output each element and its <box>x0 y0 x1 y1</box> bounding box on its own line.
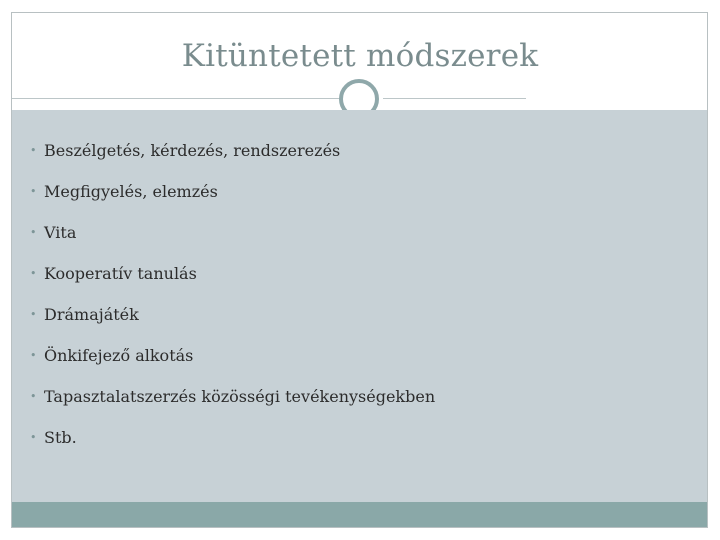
bullet-text: Tapasztalatszerzés közösségi tevékenységekben <box>44 387 436 406</box>
bullet-dot-icon: • <box>30 308 37 321</box>
footer-bar <box>12 502 707 527</box>
bullet-list <box>30 130 435 458</box>
header-divider-right <box>383 98 526 99</box>
bullet-text: Kooperatív tanulás <box>44 264 197 283</box>
bullet-dot-icon: • <box>30 267 37 280</box>
bullet-item <box>30 130 435 171</box>
bullet-dot-icon: • <box>30 226 37 239</box>
bullet-item <box>30 335 435 376</box>
bullet-text: Vita <box>44 223 77 242</box>
bullet-dot-icon: • <box>30 185 37 198</box>
bullet-item <box>30 171 435 212</box>
bullet-item <box>30 253 435 294</box>
bullet-dot-icon: • <box>30 144 37 157</box>
header-divider-left <box>12 98 339 99</box>
bullet-text: Megfigyelés, elemzés <box>44 182 218 201</box>
bullet-dot-icon: • <box>30 349 37 362</box>
bullet-text: Stb. <box>44 428 77 447</box>
bullet-text: Önkifejező alkotás <box>44 346 194 365</box>
bullet-item <box>30 417 435 458</box>
slide-title: Kitüntetett módszerek <box>181 38 539 74</box>
bullet-text: Beszélgetés, kérdezés, rendszerezés <box>44 141 341 160</box>
bullet-text: Drámajáték <box>44 305 139 324</box>
bullet-dot-icon: • <box>30 431 37 444</box>
bullet-dot-icon: • <box>30 390 37 403</box>
bullet-item <box>30 376 435 417</box>
bullet-item <box>30 294 435 335</box>
bullet-item <box>30 212 435 253</box>
